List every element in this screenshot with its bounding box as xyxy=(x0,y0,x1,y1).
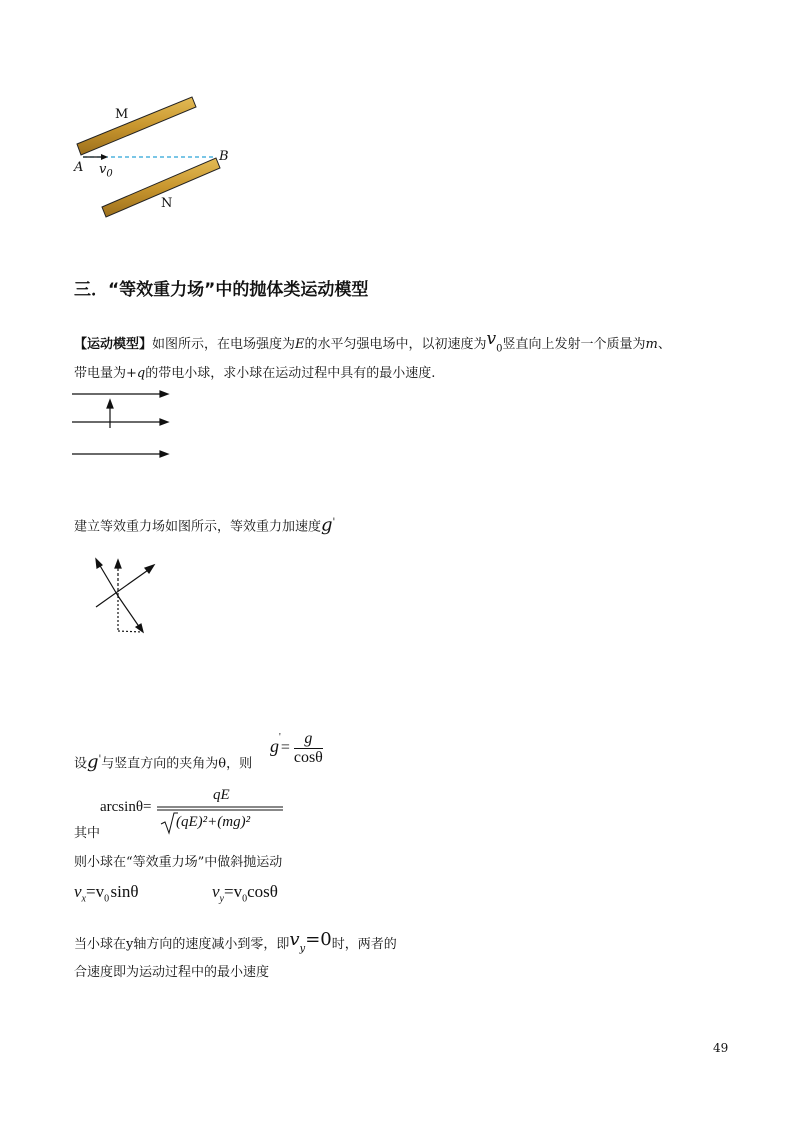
final-line-1: 当小球在y轴方向的速度减小到零，即$v_y=0$时，两者的 xyxy=(74,929,397,955)
arcsin-denominator: (qE)²+(mg)² xyxy=(176,814,251,830)
setup-line: 建立等效重力场如图所示，等效重力加速度g' xyxy=(74,514,336,536)
problem-tag: 【运动模型】 xyxy=(74,337,153,352)
arcsin-label: 其中 xyxy=(74,826,101,841)
page-number: 49 xyxy=(713,1041,729,1055)
plate-M xyxy=(77,97,196,155)
problem-line-1: 【运动模型】如图所示，在电场强度为E的水平匀强电场中，以初速度为$v_0$竖直向上发射一个质量为m、 xyxy=(74,329,671,355)
angle-line: 设g'与竖直方向的夹角为θ，则 xyxy=(74,751,253,773)
equivalent-gravity-figure xyxy=(92,556,192,646)
arcsin-lhs: arcsinθ= xyxy=(100,799,152,815)
g-prime-equation: g'= $\frac{g}{\cos\theta}$ xyxy=(270,730,323,766)
motion-line: 则小球在“等效重力场”中做斜抛运动 xyxy=(74,855,283,870)
final-line-2: 合速度即为运动过程中的最小速度 xyxy=(74,965,270,980)
v0-arrowhead xyxy=(101,154,108,160)
field-lines-figure xyxy=(70,384,270,464)
label-M: M xyxy=(115,107,129,122)
section-heading: 三．“等效重力场”中的抛体类运动模型 xyxy=(74,280,369,300)
label-A: A xyxy=(74,160,84,175)
vx-equation: $v_x=v_0$ sinθ xyxy=(74,882,139,905)
label-N: N xyxy=(161,196,173,211)
label-v0: $v_0$ xyxy=(99,162,113,180)
problem-line-2: 带电量为+q的带电小球，求小球在运动过程中具有的最小速度. xyxy=(74,366,436,381)
vy-equation: $v_y=v_0\cos\theta$ xyxy=(212,882,278,905)
label-B: B xyxy=(219,149,229,164)
arcsin-numerator: qE xyxy=(213,787,230,803)
